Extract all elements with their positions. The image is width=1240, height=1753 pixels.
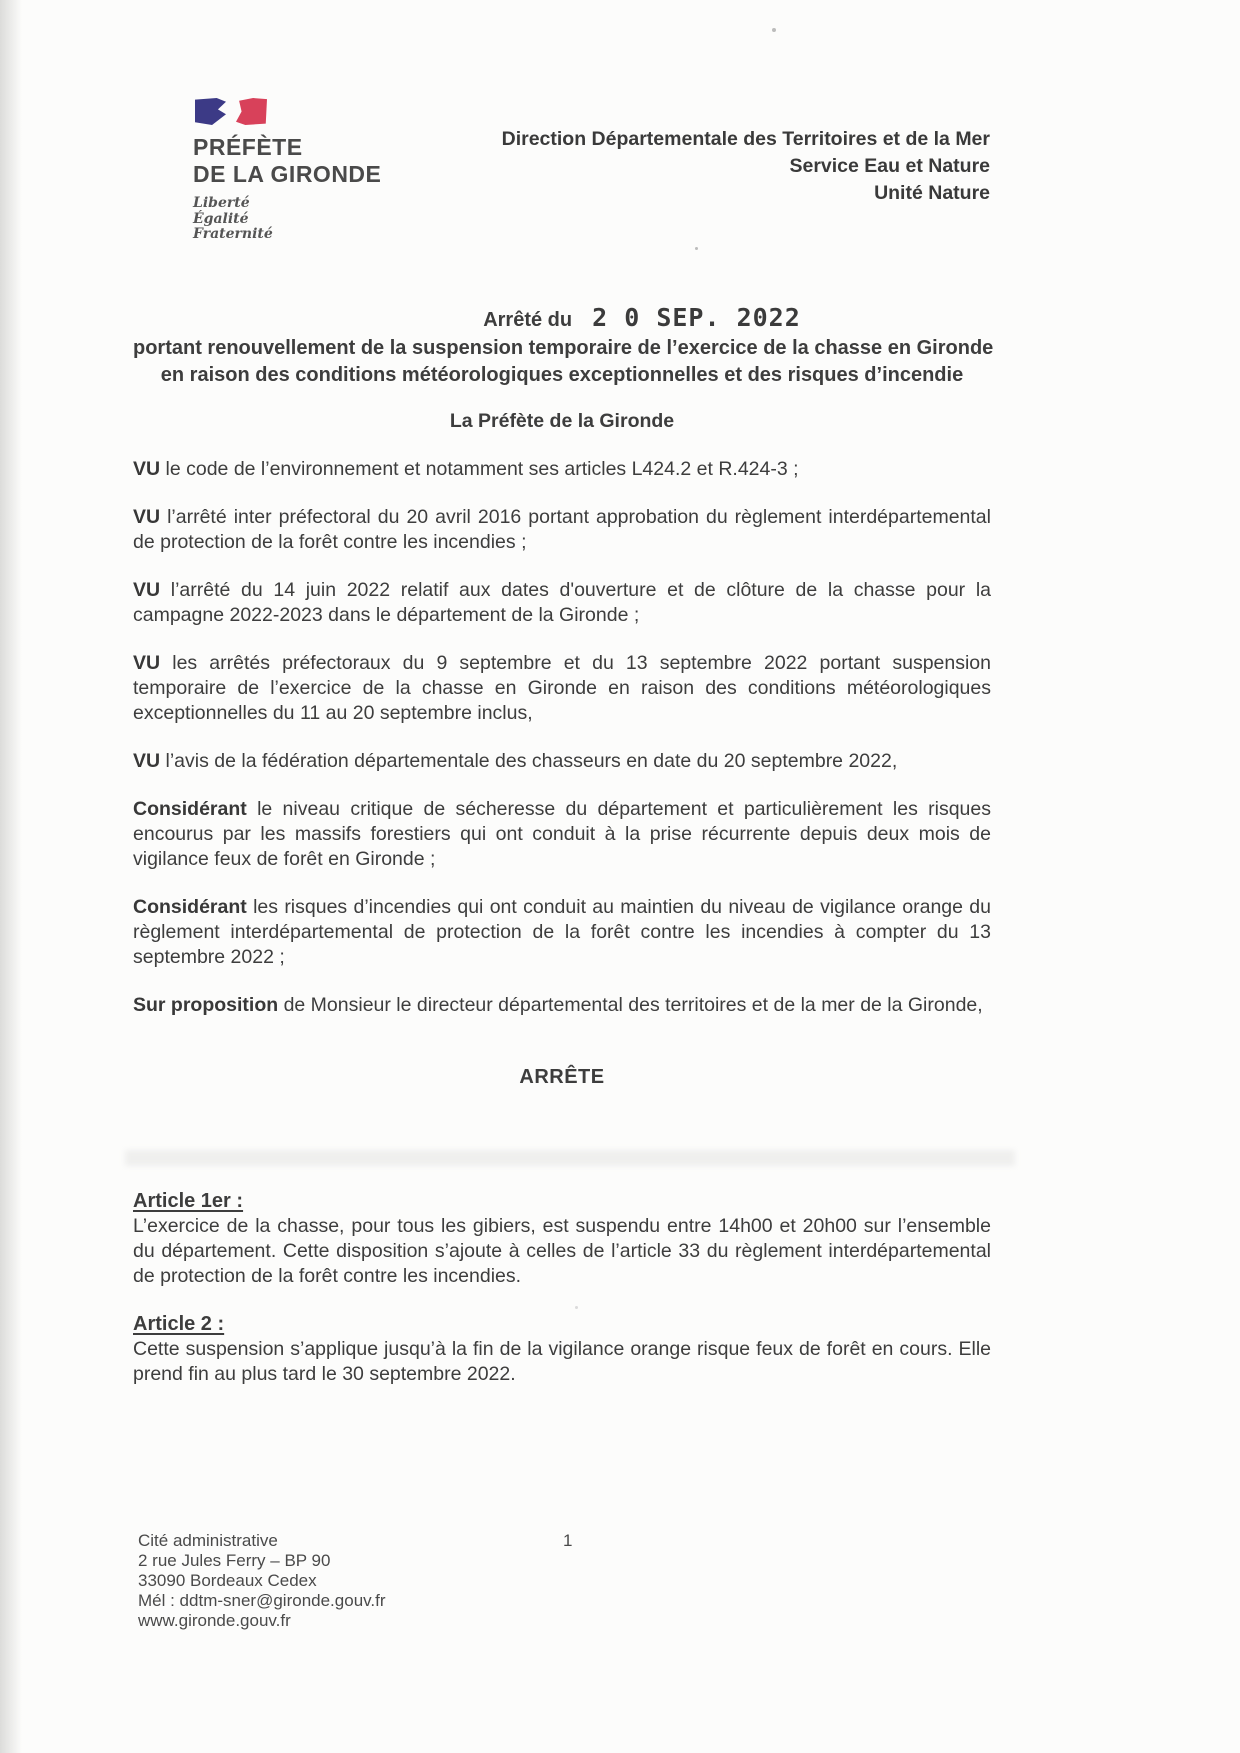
- article-2-heading: Article 2 :: [133, 1313, 225, 1335]
- recital-considerant-1: [133, 797, 991, 872]
- recital-lead: VU: [133, 750, 161, 772]
- decree-heading: ARRÊTE: [519, 1066, 605, 1088]
- republic-motto: [193, 196, 381, 243]
- recital-vu-1: [133, 457, 991, 482]
- recital-vu-4: [133, 651, 991, 726]
- french-flag-icon: [195, 98, 381, 128]
- article-2-text: Cette suspension s’applique jusqu’à la fin de la vigilance orange risque feux de forêt en cours. Elle prend fin au plus tard le 30 septembre 2022.: [133, 1338, 991, 1385]
- scan-artifact: [695, 247, 698, 250]
- prefecture-name-line2: DE LA GIRONDE: [193, 161, 382, 187]
- footer-email: Mél : ddtm-sner@gironde.gouv.fr: [138, 1591, 386, 1610]
- decree-title-prefix: Arrêté du: [483, 309, 573, 331]
- recital-text: les arrêtés préfectoraux du 9 septembre et du 13 septembre 2022 portant suspension temporaire de l’exercice de la chasse en Gironde en raison des conditions météorologiques exceptionnelles du 11 au 20 septembre inclus,: [133, 652, 992, 724]
- flag-red-shape: [236, 98, 267, 125]
- recital-text: les risques d’incendies qui ont conduit au maintien du niveau de vigilance orange du règlement interdépartemental de protection de la forêt contre les incendies à compter du 13 septembre 2022 ;: [133, 896, 991, 968]
- recital-text: l’arrêté du 14 juin 2022 relatif aux dates d'ouverture et de clôture de la chasse pour la campagne 2022-2023 dans le département de la Gironde ;: [133, 579, 992, 626]
- footer-site-name: Cité administrative: [138, 1531, 278, 1550]
- motto-egalite: Égalité: [193, 210, 249, 227]
- recital-vu-2: [133, 505, 991, 555]
- article-1-heading: Article 1er :: [133, 1190, 244, 1212]
- prefecture-logo: [193, 98, 381, 243]
- article-1-text: L’exercice de la chasse, pour tous les gibiers, est suspendu entre 14h00 et 20h00 sur l’ensemble du département. Cette disposition s’ajoute à celles de l’article 33 du règlement interdépartemental de protection de la forêt contre les incendies.: [133, 1215, 991, 1287]
- recital-lead: Considérant: [133, 896, 247, 918]
- recital-sur-proposition: [133, 993, 991, 1018]
- recital-lead: VU: [133, 579, 161, 601]
- scan-edge-artifact: [0, 0, 22, 1753]
- decree-title-line3: en raison des conditions météorologiques exceptionnelles et des risques d’incendie: [160, 364, 964, 386]
- recital-lead: Considérant: [133, 798, 247, 820]
- recital-lead: VU: [133, 506, 161, 528]
- footer-website: www.gironde.gouv.fr: [138, 1611, 291, 1630]
- recital-text: le niveau critique de sécheresse du département et particulièrement les risques encourus par les massifs forestiers qui ont conduit à la prise récurrente depuis deux mois de vigilance feux de forêt en Gironde ;: [133, 798, 991, 870]
- recital-lead: VU: [133, 652, 161, 674]
- scan-artifact: [772, 28, 776, 32]
- decree-title-date-line: [213, 303, 1071, 335]
- recital-considerant-2: [133, 895, 991, 970]
- decree-author: La Préfète de la Gironde: [449, 410, 675, 432]
- recital-lead: Sur proposition: [133, 994, 279, 1016]
- document-body: [133, 303, 994, 1387]
- recital-vu-3: [133, 578, 991, 628]
- recital-text: l’avis de la fédération départementale des chasseurs en date du 20 septembre 2022,: [165, 750, 898, 772]
- decree-title-line2: portant renouvellement de la suspension temporaire de l’exercice de la chasse en Gironde: [133, 337, 994, 359]
- issuing-service-block: [502, 126, 990, 207]
- page-number: 1: [563, 1531, 573, 1550]
- recital-text: l’arrêté inter préfectoral du 20 avril 2016 portant approbation du règlement interdépartemental de protection de la forêt contre les incendies ;: [133, 506, 991, 553]
- service-unit: Unité Nature: [874, 182, 990, 204]
- service-name: Service Eau et Nature: [789, 155, 990, 177]
- footer-street: 2 rue Jules Ferry – BP 90: [138, 1551, 331, 1570]
- footer-city: 33090 Bordeaux Cedex: [138, 1571, 317, 1590]
- motto-fraternite: Fraternité: [193, 226, 273, 242]
- prefecture-name-line1: PRÉFÈTE: [193, 134, 303, 160]
- service-direction: Direction Départementale des Territoires et de la Mer: [501, 128, 990, 150]
- date-stamp: 2 0 SEP. 2022: [592, 303, 801, 332]
- recital-text: le code de l’environnement et notamment ses articles L424.2 et R.424-3 ;: [165, 458, 799, 480]
- footer-address-block: [138, 1531, 386, 1631]
- motto-liberte: Liberté: [193, 195, 250, 211]
- flag-blue-shape: [195, 98, 226, 125]
- recital-vu-5: [133, 749, 991, 774]
- recital-text: de Monsieur le directeur départemental des territoires et de la mer de la Gironde,: [283, 994, 983, 1016]
- recital-lead: VU: [133, 458, 161, 480]
